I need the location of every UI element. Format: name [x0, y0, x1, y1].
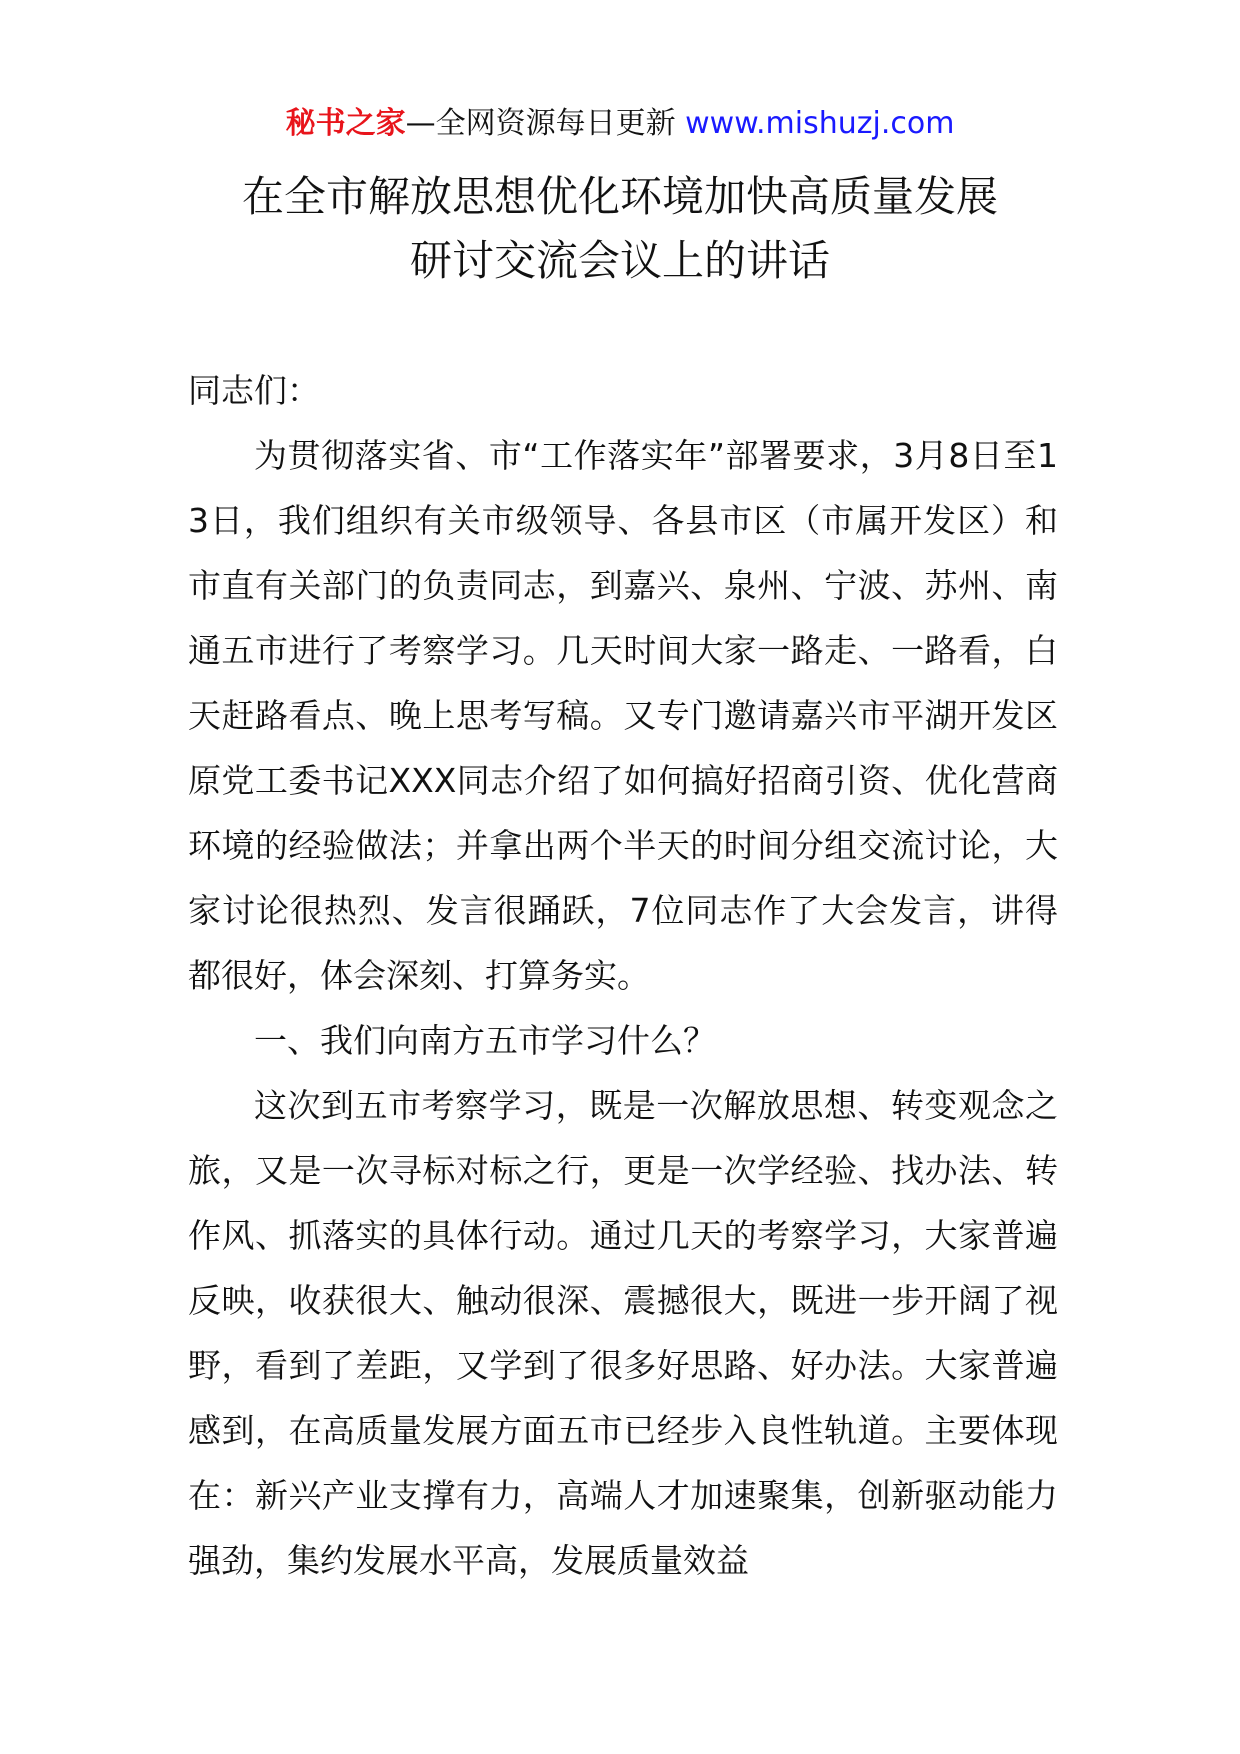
- document-title: [0, 165, 1240, 293]
- body-paragraph: 为贯彻落实省、市“工作落实年”部署要求，3月8日至13日，我们组织有关市级领导、各县市区（市属开发区）和市直有关部门的负责同志，到嘉兴、泉州、宁波、苏州、南通五市进行了考察学习。几天时间大家一路走、一路看，白天赶路看点、晚上思考写稿。又专门邀请嘉兴市平湖开发区原党工委书记XXX同志介绍了如何搞好招商引资、优化营商环境的经验做法；并拿出两个半天的时间分组交流讨论，大家讨论很热烈、发言很踊跃，7位同志作了大会发言，讲得都很好，体会深刻、打算务实。: [188, 436, 1058, 995]
- brand-name: 秘书之家: [285, 106, 406, 141]
- body-paragraph: 这次到五市考察学习，既是一次解放思想、转变观念之旅，又是一次寻标对标之行，更是一次学经验、找办法、转作风、抓落实的具体行动。通过几天的考察学习，大家普遍反映，收获很大、触动很深、震撼很大，既进一步开阔了视野，看到了差距，又学到了很多好思路、好办法。大家普遍感到，在高质量发展方面五市已经步入良性轨道。主要体现在：新兴产业支撑有力，高端人才加速聚集，创新驱动能力强劲，集约发展水平高，发展质量效益: [188, 1086, 1058, 1580]
- section-heading: 一、我们向南方五市学习什么？: [254, 1021, 716, 1060]
- title-line-2: 研讨交流会议上的讲话: [409, 236, 830, 285]
- header-banner: [0, 100, 1240, 148]
- title-line-1: 在全市解放思想优化环境加快高质量发展: [241, 172, 998, 221]
- site-url-link[interactable]: www.mishuzj.com: [685, 106, 955, 141]
- document-body: [188, 358, 1058, 1593]
- salutation: 同志们：: [188, 371, 320, 410]
- header-tagline: —全网资源每日更新: [405, 106, 676, 141]
